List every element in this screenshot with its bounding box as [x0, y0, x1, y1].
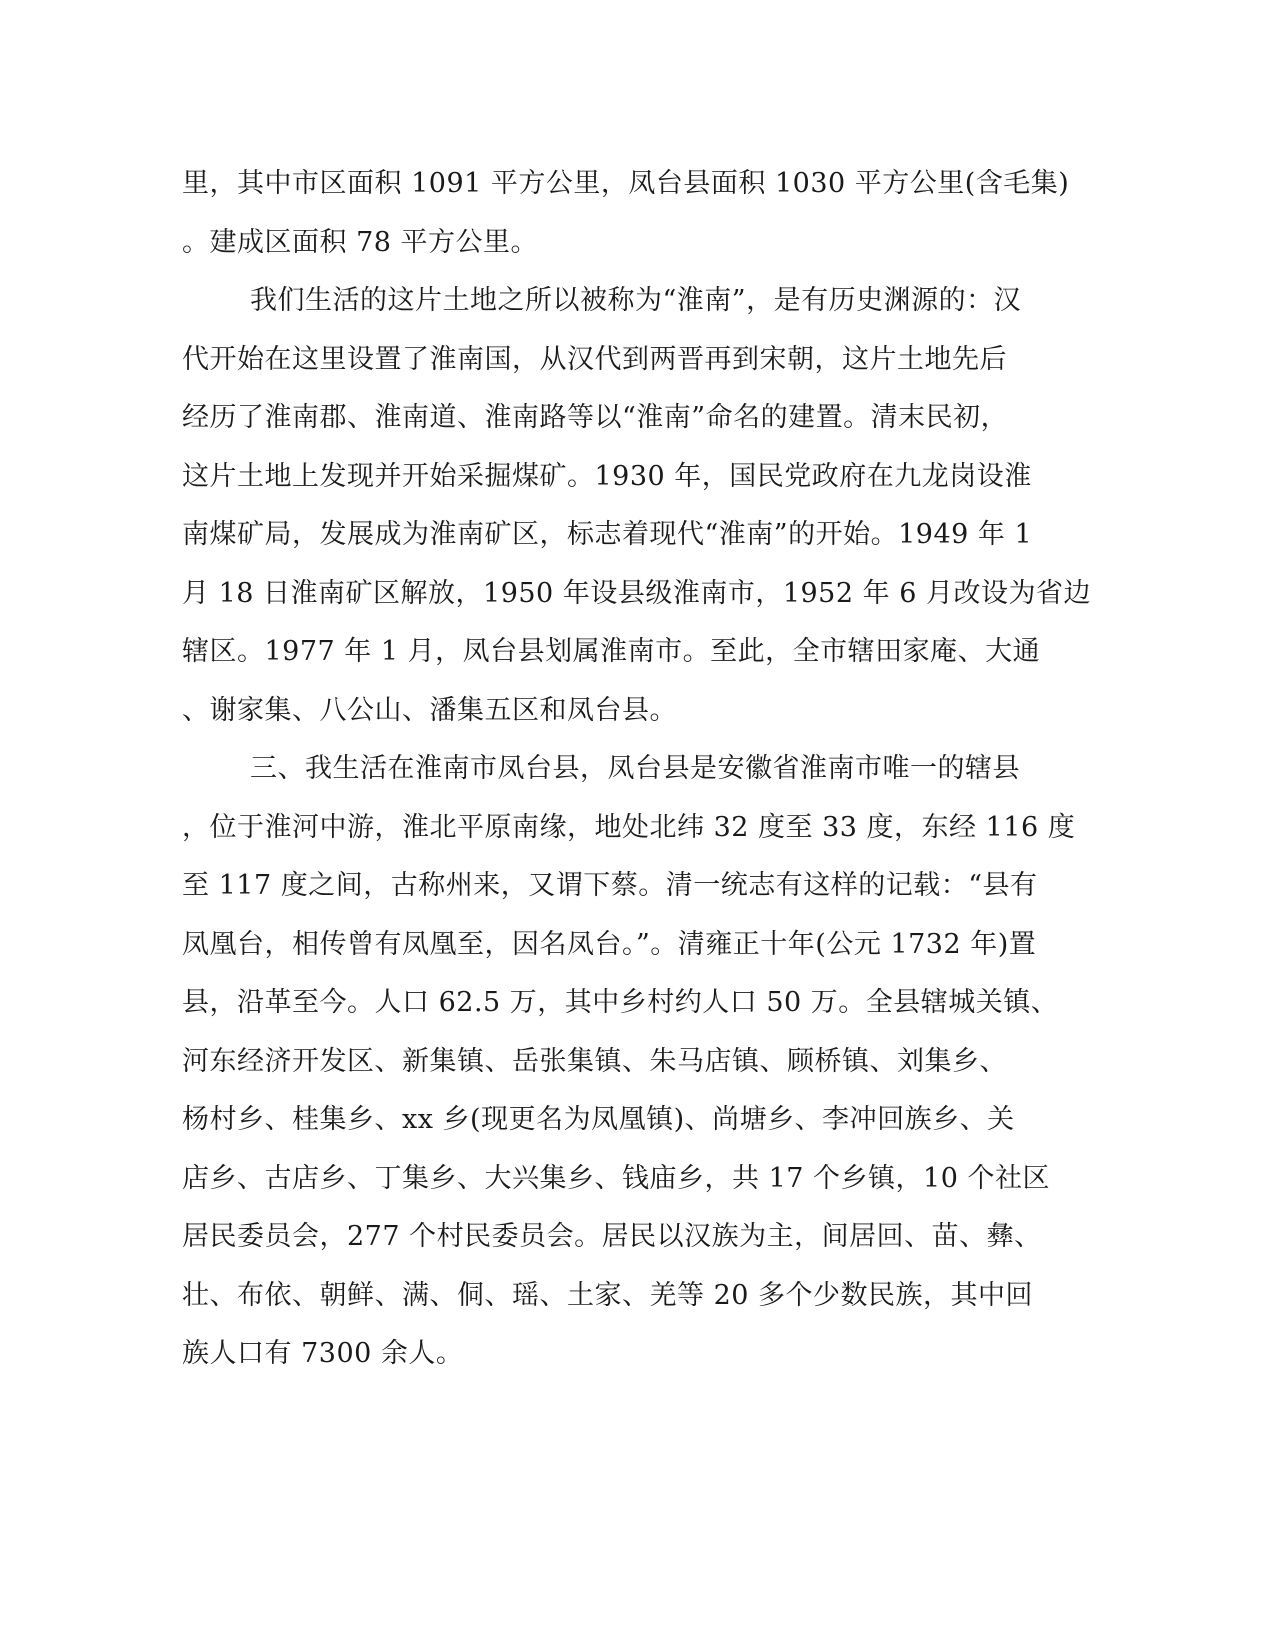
text-line: 南煤矿局，发展成为淮南矿区，标志着现代“淮南”的开始。1949 年 1 — [182, 519, 1033, 550]
text-line: 里，其中市区面积 1091 平方公里，凤台县面积 1030 平方公里(含毛集) — [182, 168, 1070, 199]
text-line: 、谢家集、八公山、潘集五区和凤台县。 — [182, 694, 677, 726]
document-body — [182, 155, 1091, 1384]
paragraph-start-line: 我们生活的这片土地之所以被称为“淮南”，是有历史渊源的：汉 — [250, 285, 1022, 316]
text-line: 凤凰台，相传曾有凤凰至，因名凤台。”。清雍正十年(公元 1732 年)置 — [182, 928, 1037, 960]
text-line: 杨村乡、桂集乡、xx 乡(现更名为凤凰镇)、尚塘乡、李冲回族乡、关 — [182, 1104, 1015, 1135]
text-line: 至 117 度之间，古称州来，又谓下蔡。清一统志有这样的记载：“县有 — [182, 870, 1038, 901]
text-line: 代开始在这里设置了淮南国，从汉代到两晋再到宋朝，这片土地先后 — [182, 343, 1007, 375]
text-line: 店乡、古店乡、丁集乡、大兴集乡、钱庙乡，共 17 个乡镇，10 个社区 — [182, 1162, 1050, 1194]
text-line: 族人口有 7300 余人。 — [182, 1338, 464, 1369]
text-line: 经历了淮南郡、淮南道、淮南路等以“淮南”命名的建置。清末民初， — [182, 402, 1009, 433]
text-line: 居民委员会，277 个村民委员会。居民以汉族为主，间居回、苗、彝、 — [182, 1221, 1042, 1252]
text-line: ，位于淮河中游，淮北平原南缘，地处北纬 32 度至 33 度，东经 116 度 — [182, 811, 1076, 843]
text-line: 辖区。1977 年 1 月，凤台县划属淮南市。至此，全市辖田家庵、大通 — [182, 636, 1041, 667]
text-line: 月 18 日淮南矿区解放，1950 年设县级淮南市，1952 年 6 月改设为省边 — [182, 577, 1091, 609]
text-line: 县，沿革至今。人口 62.5 万，其中乡村约人口 50 万。全县辖城关镇、 — [182, 987, 1059, 1018]
text-line: 河东经济开发区、新集镇、岳张集镇、朱马店镇、顾桥镇、刘集乡、 — [182, 1045, 1007, 1077]
text-line: 。建成区面积 78 平方公里。 — [182, 226, 539, 258]
paragraph-start-line: 三、我生活在淮南市凤台县，凤台县是安徽省淮南市唯一的辖县 — [250, 753, 1020, 784]
text-line: 这片土地上发现并开始采掘煤矿。1930 年，国民党政府在九龙岗设淮 — [182, 460, 1032, 492]
text-line: 壮、布依、朝鲜、满、侗、瑶、土家、羌等 20 多个少数民族，其中回 — [182, 1279, 1034, 1311]
